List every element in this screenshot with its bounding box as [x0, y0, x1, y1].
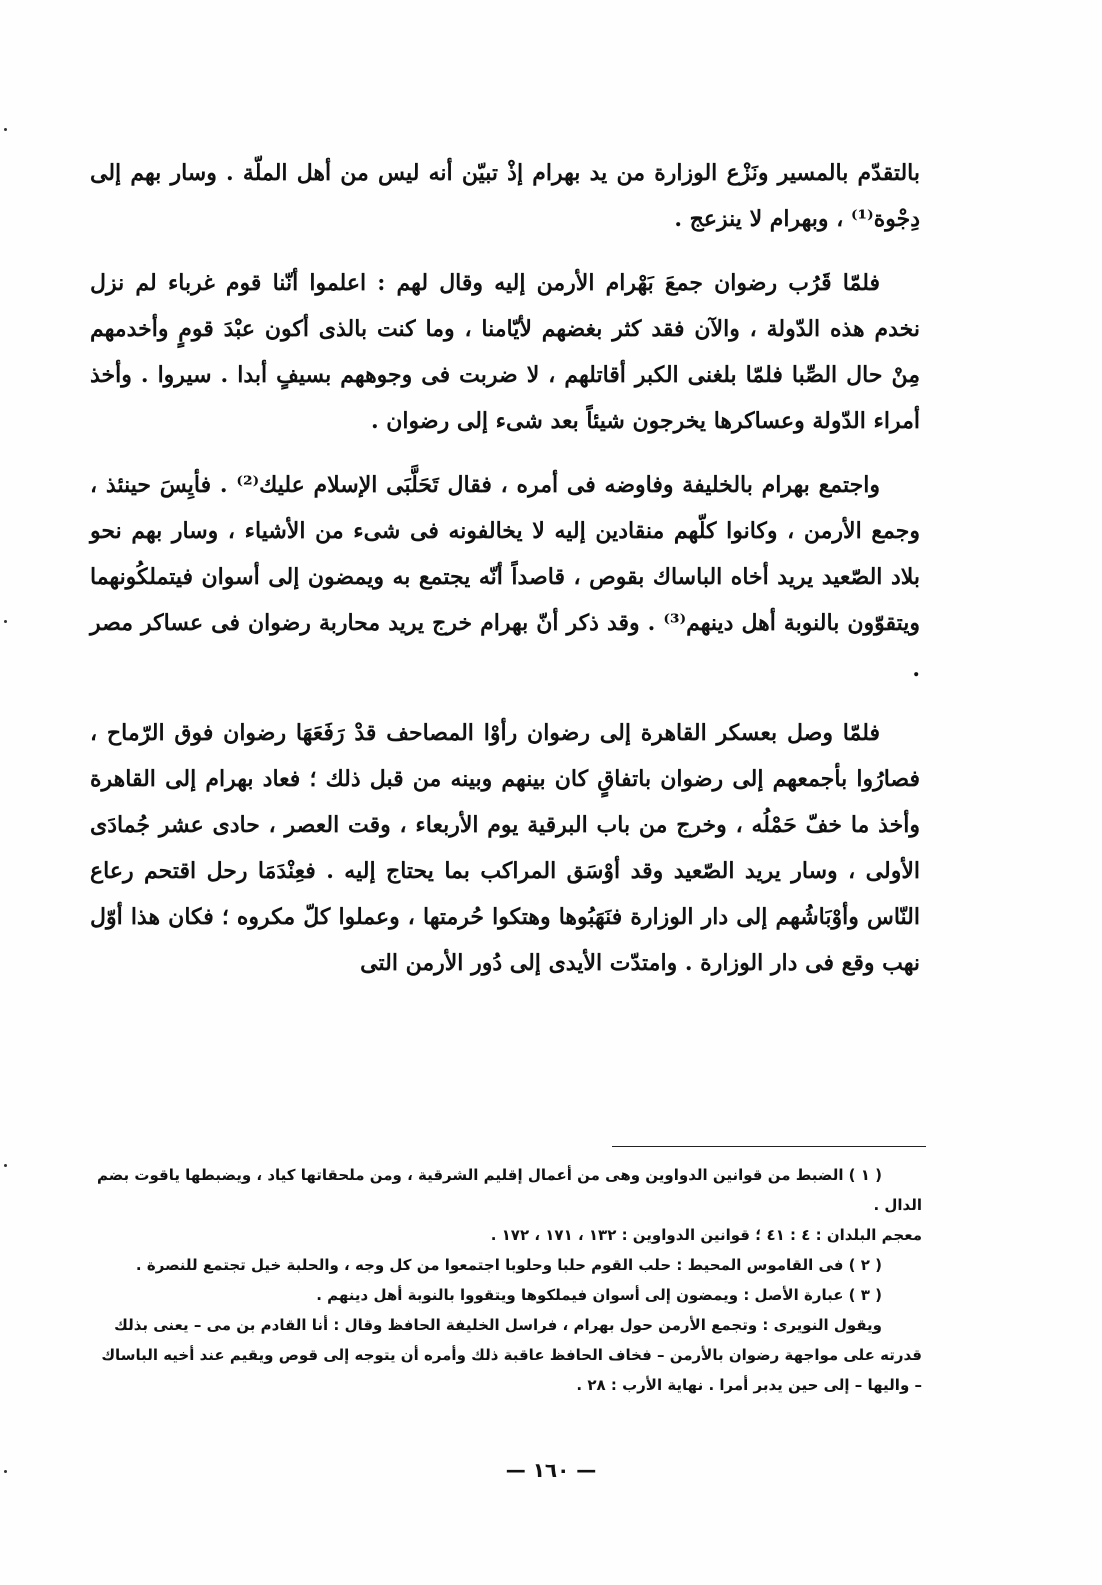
- margin-mark: [4, 1164, 7, 1167]
- footnote-1-continued: معجم البلدان : ٤ : ٤١ ؛ قوانين الدواوين : ١٣٢ ، ١٧١ ، ١٧٢ .: [490, 1226, 922, 1244]
- paragraph-2: فلمّا قَرُب رضوان جمعَ بَهْرام الأرمن إليه وقال لهم : اعلموا أنّنا قوم غرباء لم نزل نخدم هذه الدّولة ، والآن فقد كثر بغضهم لأيّامنا ، وما كنت بالذى أكون عبْدَ قومٍ وأخدمهم مِنْ حال الصِّبا فلمّا بلغنى الكبر أقاتلهم ، لا ضربت فى وجوههم بسيفٍ أبدا . سيروا . وأخذ أمراء الدّولة وعساكرها يخرجون شيئاً بعد شىء إلى رضوان .: [90, 270, 920, 434]
- margin-mark: [4, 620, 7, 623]
- footnote-3: ( ٣ ) عبارة الأصل : ويمضون إلى أسوان فيملكوها ويتقووا بالنوبة أهل دينهم .: [316, 1286, 882, 1304]
- paragraph-1: بالتقدّم بالمسير ونَزْع الوزارة من يد بهرام إذْ تبيّن أنه ليس من أهل الملّة . وسار بهم إلى دِجْوة⁽¹⁾ ، وبهرام لا ينزعج .: [90, 160, 920, 232]
- paragraph-4: فلمّا وصل بعسكر القاهرة إلى رضوان رأوْا المصاحف قدْ رَفَعَهَا رضوان فوق الرّماح ، فصارُوا بأجمعهم إلى رضوان باتفاقٍ كان بينهم وبينه من قبل ذلك ؛ فعاد بهرام إلى القاهرة وأخذ ما خفّ حَمْلُه ، وخرج من باب البرقية يوم الأربعاء ، وقت العصر ، حادى عشر جُمادَى الأولى ، وسار يريد الصّعيد وقد أوْسَق المراكب بما يحتاج إليه . فعِنْدَمَا رحل اقتحم رعاع النّاس وأوْبَاشُهم إلى دار الوزارة فنَهَبُوها وهتكوا حُرمتها ، وعملوا كلّ مكروه ؛ فكان هذا أوّل نهب وقع فى دار الوزارة . وامتدّت الأيدى إلى دُور الأرمن التى: [90, 720, 920, 976]
- footnote-divider: [612, 1146, 926, 1147]
- footnote-3-continued: ويقول النويرى : وتجمع الأرمن حول بهرام ، فراسل الخليفة الحافظ وقال : أنا القادم بن مى – يعنى بذلك قدرته على مواجهة رضوان بالأرمن – فخاف الحافظ عاقبة ذلك وأمره أن يتوجه إلى قوص ويقيم عند أخيه الباساك – واليها – إلى حين يدبر أمرا . نهاية الأرب : ٢٨ .: [101, 1316, 922, 1394]
- footnote-2: ( ٢ ) فى القاموس المحيط : حلب القوم حلبا وحلوبا اجتمعوا من كل وجه ، والحلبة خيل تجتمع للنصرة .: [135, 1256, 882, 1274]
- margin-mark: [4, 128, 7, 131]
- footnote-1: ( ١ ) الضبط من قوانين الدواوين وهى من أعمال إقليم الشرقية ، ومن ملحقاتها كياد ، ويضبطها ياقوت بضم الدال .: [97, 1166, 922, 1214]
- footnotes: [92, 1160, 922, 1400]
- main-text: [90, 150, 920, 1004]
- page-number: — ١٦٠ —: [505, 1458, 597, 1482]
- paragraph-3: واجتمع بهرام بالخليفة وفاوضه فى أمره ، فقال تَحَلَّبَى الإسلام عليك⁽²⁾ . فأيِسَ حينئذ ، وجمع الأرمن ، وكانوا كلّهم منقادين إليه لا يخالفونه فى شىء من الأشياء ، وسار بهم نحو بلاد الصّعيد يريد أخاه الباساك بقوص ، قاصداً أنّه يجتمع به ويمضون إلى أسوان فيتملكُونهما ويتقوّون بالنوبة أهل دينهم⁽³⁾ . وقد ذكر أنّ بهرام خرج يريد محاربة رضوان فى عساكر مصر .: [90, 472, 921, 682]
